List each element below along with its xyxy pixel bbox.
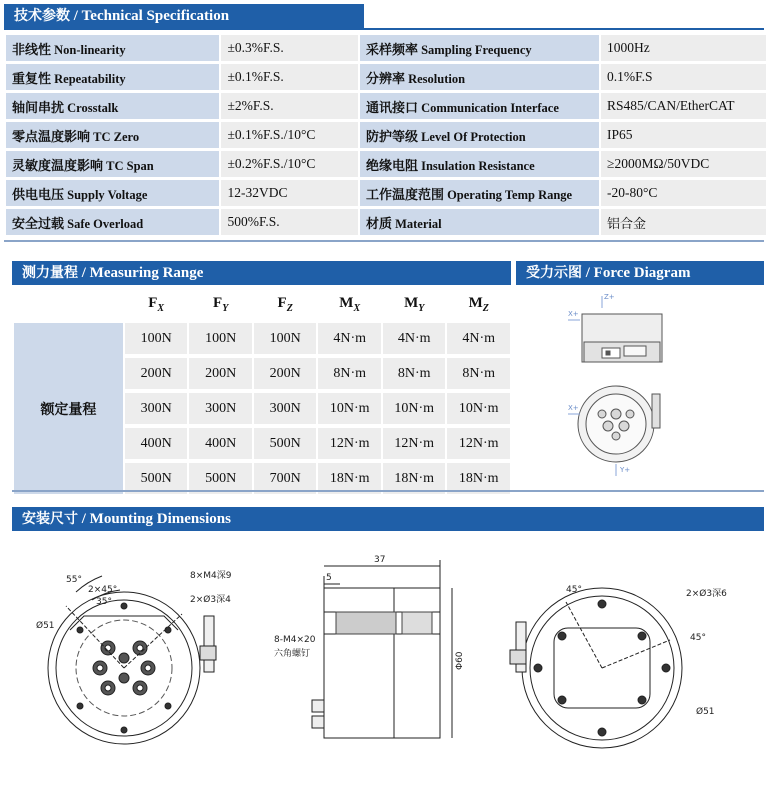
top-divider — [4, 28, 764, 30]
range-cell: 12N·m — [383, 428, 446, 459]
spec-label: 材质 Material — [360, 209, 599, 235]
x-axis-label-top: X+ — [568, 404, 579, 412]
spec-label: 灵敏度温度影响 TC Span — [6, 151, 219, 177]
range-cell: 10N·m — [447, 393, 510, 424]
range-divider — [12, 490, 764, 492]
spec-table — [4, 32, 768, 238]
spec-value: 0.1%F.S — [601, 64, 766, 90]
range-cell: 18N·m — [318, 463, 381, 494]
middle-dim-37: 37 — [374, 555, 386, 565]
right-angle-a: 45° — [566, 585, 582, 595]
spec-label: 通讯接口 Communication Interface — [360, 93, 599, 119]
spec-row — [6, 35, 766, 61]
y-axis-label: Y+ — [620, 466, 631, 474]
spec-row — [6, 64, 766, 90]
spec-value: ±0.2%F.S./10°C — [221, 151, 357, 177]
range-cell: 8N·m — [318, 358, 381, 389]
spec-value: 铝合金 — [601, 209, 766, 235]
range-cell: 200N — [189, 358, 252, 389]
spec-label: 分辨率 Resolution — [360, 64, 599, 90]
spec-label: 采样频率 Sampling Frequency — [360, 35, 599, 61]
spec-row — [6, 122, 766, 148]
range-cell: 500N — [254, 428, 317, 459]
spec-label: 绝缘电阻 Insulation Resistance — [360, 151, 599, 177]
range-cell: 10N·m — [318, 393, 381, 424]
range-cell: 100N — [254, 323, 317, 354]
spec-value: IP65 — [601, 122, 766, 148]
section-header-measuring-range: 测力量程 / Measuring Range — [12, 261, 511, 285]
z-axis-label: Z+ — [604, 293, 615, 301]
spec-label: 工作温度范围 Operating Temp Range — [360, 180, 599, 206]
spec-label: 零点温度影响 TC Zero — [6, 122, 219, 148]
spec-value: ±2%F.S. — [221, 93, 357, 119]
left-holes-m4: 8×M4深9 — [190, 571, 232, 581]
spec-value: 1000Hz — [601, 35, 766, 61]
middle-bolt: 8-M4×20 — [274, 635, 316, 645]
spec-label: 防护等级 Level Of Protection — [360, 122, 599, 148]
range-cell: 18N·m — [383, 463, 446, 494]
spec-value: 500%F.S. — [221, 209, 357, 235]
left-angle-55: 55° — [66, 575, 82, 585]
range-cell: 8N·m — [447, 358, 510, 389]
range-cell: 200N — [254, 358, 317, 389]
spec-label: 供电电压 Supply Voltage — [6, 180, 219, 206]
sensor-side-view — [582, 314, 662, 362]
range-cell: 12N·m — [447, 428, 510, 459]
spec-row — [6, 180, 766, 206]
range-header: $M_Z$ — [447, 289, 510, 319]
spec-value: ±0.1%F.S./10°C — [221, 122, 357, 148]
left-angle-35: 35° — [96, 597, 112, 607]
range-cell: 100N — [125, 323, 188, 354]
range-cell: 300N — [125, 393, 188, 424]
range-cell: 8N·m — [383, 358, 446, 389]
section-header-force-diagram: 受力示图 / Force Diagram — [516, 261, 764, 285]
spec-label: 轴间串扰 Crosstalk — [6, 93, 219, 119]
section-header-mounting: 安装尺寸 / Mounting Dimensions — [12, 507, 764, 531]
range-cell: 200N — [125, 358, 188, 389]
range-cell: 4N·m — [447, 323, 510, 354]
range-cell: 700N — [254, 463, 317, 494]
left-diameter: Ø51 — [36, 621, 55, 631]
range-header: $F_X$ — [125, 289, 188, 319]
spec-label: 重复性 Repeatability — [6, 64, 219, 90]
range-header: $F_Z$ — [254, 289, 317, 319]
spec-row — [6, 93, 766, 119]
range-cell: 300N — [254, 393, 317, 424]
spec-value: 12-32VDC — [221, 180, 357, 206]
range-cell: 4N·m — [383, 323, 446, 354]
right-holes: 2×Ø3深6 — [686, 589, 727, 599]
range-cell: 400N — [189, 428, 252, 459]
range-cell: 12N·m — [318, 428, 381, 459]
spec-value: ≥2000MΩ/50VDC — [601, 151, 766, 177]
force-diagram — [516, 286, 764, 481]
range-cell: 10N·m — [383, 393, 446, 424]
spec-value: -20-80°C — [601, 180, 766, 206]
range-header: $M_X$ — [318, 289, 381, 319]
range-row — [14, 323, 510, 354]
middle-bolt-cn: 六角螺钉 — [274, 649, 311, 659]
right-diameter: Ø51 — [696, 707, 715, 717]
spec-label: 安全过载 Safe Overload — [6, 209, 219, 235]
range-cell: 300N — [189, 393, 252, 424]
measuring-range-table — [12, 285, 512, 498]
range-header: $F_Y$ — [189, 289, 252, 319]
spec-divider — [4, 240, 764, 242]
left-angle-2x45: 2×45° — [88, 585, 118, 595]
middle-dim-5: 5 — [326, 573, 332, 583]
spec-value: RS485/CAN/EtherCAT — [601, 93, 766, 119]
spec-row — [6, 151, 766, 177]
middle-diameter: Φ60 — [455, 651, 465, 670]
spec-value: ±0.1%F.S. — [221, 64, 357, 90]
right-angle-b: 45° — [690, 633, 706, 643]
spec-label: 非线性 Non-linearity — [6, 35, 219, 61]
range-cell: 500N — [189, 463, 252, 494]
range-cell: 18N·m — [447, 463, 510, 494]
range-header: $M_Y$ — [383, 289, 446, 319]
range-cell: 100N — [189, 323, 252, 354]
mounting-view-right — [510, 588, 682, 748]
x-axis-label-side: X+ — [568, 310, 579, 318]
spec-row — [6, 209, 766, 235]
range-row-label: 额定量程 — [14, 323, 123, 494]
mounting-view-middle — [312, 560, 452, 738]
section-header-tech-spec: 技术参数 / Technical Specification — [4, 4, 364, 28]
range-cell: 4N·m — [318, 323, 381, 354]
spec-value: ±0.3%F.S. — [221, 35, 357, 61]
mounting-drawings — [6, 530, 764, 790]
range-cell: 500N — [125, 463, 188, 494]
range-header-blank — [14, 289, 123, 319]
range-cell: 400N — [125, 428, 188, 459]
left-holes-d3: 2×Ø3深4 — [190, 595, 231, 605]
sensor-top-view — [578, 386, 660, 462]
